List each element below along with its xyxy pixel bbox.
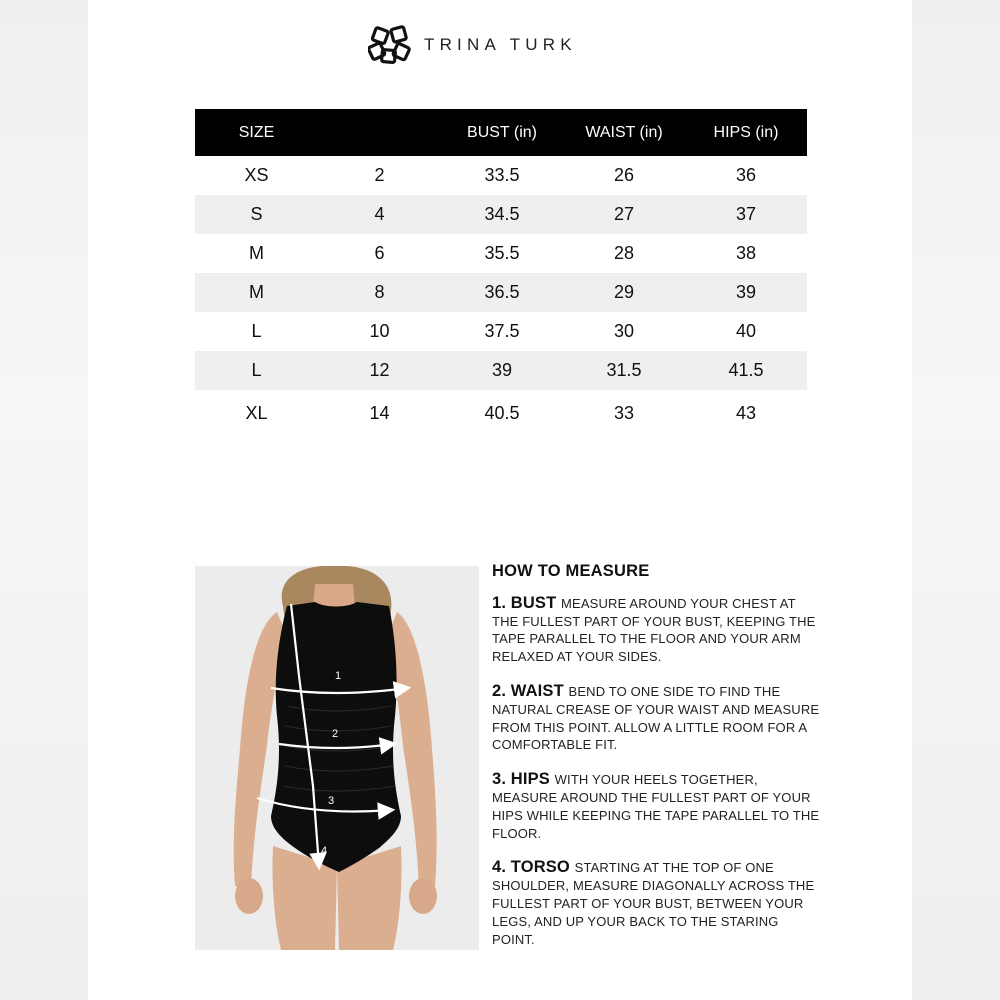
measure-item-bust: [492, 595, 822, 666]
cell-hips: 39: [685, 273, 807, 312]
cell-waist: 29: [563, 273, 685, 312]
measure-item-hips: [492, 771, 822, 842]
cell-bust: 40.5: [484, 402, 520, 423]
how-to-measure-section: [492, 563, 822, 965]
cell-waist: 30: [613, 321, 635, 341]
cell-size: L: [195, 351, 318, 390]
cell-size: S: [195, 195, 318, 234]
table-row: [195, 156, 807, 195]
measure-item-waist: [492, 683, 822, 754]
cell-size: XL: [245, 402, 268, 423]
measure-item-body: STARTING AT THE TOP OF ONE SHOULDER, MEASURE DIAGONALLY ACROSS THE FULLEST PART OF YOUR BUST, BETWEEN YOUR LEGS, AND UP YOUR BACK TO THE STARING POINT.: [492, 860, 815, 947]
table-row: [195, 195, 807, 234]
table-row: [195, 351, 807, 390]
brand-logo: [368, 25, 577, 65]
cell-waist: 28: [613, 243, 635, 263]
cell-size: XS: [244, 165, 269, 185]
measure-item-body: WITH YOUR HEELS TOGETHER, MEASURE AROUND THE FULLEST PART OF YOUR HIPS WHILE KEEPING THE TAPE PARALLEL TO THE FLOOR.: [492, 772, 820, 841]
cell-hips: 40: [735, 321, 757, 341]
cell-bust: 36.5: [441, 273, 563, 312]
measure-item-torso: [492, 859, 822, 948]
cell-number: 12: [318, 351, 441, 390]
size-chart-page: [88, 0, 912, 1000]
table-header-row: [195, 109, 807, 156]
cell-hips: 41.5: [685, 351, 807, 390]
swimsuit-model-illustration: [195, 566, 479, 950]
table-row: [195, 312, 807, 351]
right-background-margin: [912, 0, 1000, 1000]
header-hips: HIPS (in): [685, 109, 807, 156]
measure-item-body: BEND TO ONE SIDE TO FIND THE NATURAL CREASE OF YOUR WAIST AND MEASURE FROM THIS POINT. ALLOW A LITTLE ROOM FOR A COMFORTABLE FIT.: [492, 683, 820, 753]
cell-number: 10: [369, 321, 390, 341]
measure-item-head: 2. WAIST: [492, 681, 569, 700]
marker-1: 1: [335, 670, 342, 682]
cell-bust: 33.5: [484, 165, 520, 185]
header-number: [318, 109, 441, 156]
table-row: [195, 273, 807, 312]
cell-waist: 31.5: [563, 351, 685, 390]
flower-logo-icon: [368, 25, 414, 65]
cell-size: L: [251, 321, 262, 341]
cell-size: M: [195, 273, 318, 312]
cell-bust: 34.5: [441, 195, 563, 234]
cell-hips: 43: [735, 402, 757, 423]
cell-bust: 39: [441, 351, 563, 390]
header-bust: BUST (in): [441, 109, 563, 156]
header-size: SIZE: [195, 109, 318, 156]
size-chart-table: [195, 109, 807, 436]
how-to-measure-title: HOW TO MEASURE: [492, 562, 650, 580]
measure-item-body: MEASURE AROUND YOUR CHEST AT THE FULLEST PART OF YOUR BUST, KEEPING THE TAPE PARALLEL TO THE FLOOR AND YOUR ARM RELAXED AT YOUR SIDES.: [492, 595, 816, 665]
marker-4: 4: [321, 845, 328, 857]
measurement-figure-image: [195, 566, 479, 950]
cell-waist: 27: [563, 195, 685, 234]
cell-number: 8: [318, 273, 441, 312]
measure-item-head: 3. HIPS: [492, 770, 555, 789]
cell-hips: 36: [735, 165, 757, 185]
cell-number: 2: [374, 165, 385, 185]
cell-size: M: [249, 243, 264, 263]
cell-waist: 33: [613, 402, 635, 423]
marker-2: 2: [332, 728, 339, 740]
header-waist: WAIST (in): [563, 109, 685, 156]
table-row: [195, 234, 807, 273]
cell-hips: 38: [735, 243, 757, 263]
cell-hips: 37: [685, 195, 807, 234]
table-row: [195, 390, 807, 436]
measure-item-head: 4. TORSO: [492, 858, 575, 877]
marker-3: 3: [328, 795, 335, 807]
brand-name: TRINA TURK: [424, 35, 577, 54]
cell-waist: 26: [613, 165, 635, 185]
measure-item-head: 1. BUST: [492, 593, 562, 612]
cell-number: 14: [369, 402, 390, 423]
cell-bust: 35.5: [484, 243, 520, 263]
cell-number: 4: [318, 195, 441, 234]
left-background-margin: [0, 0, 88, 1000]
cell-bust: 37.5: [484, 321, 520, 341]
cell-number: 6: [374, 243, 385, 263]
